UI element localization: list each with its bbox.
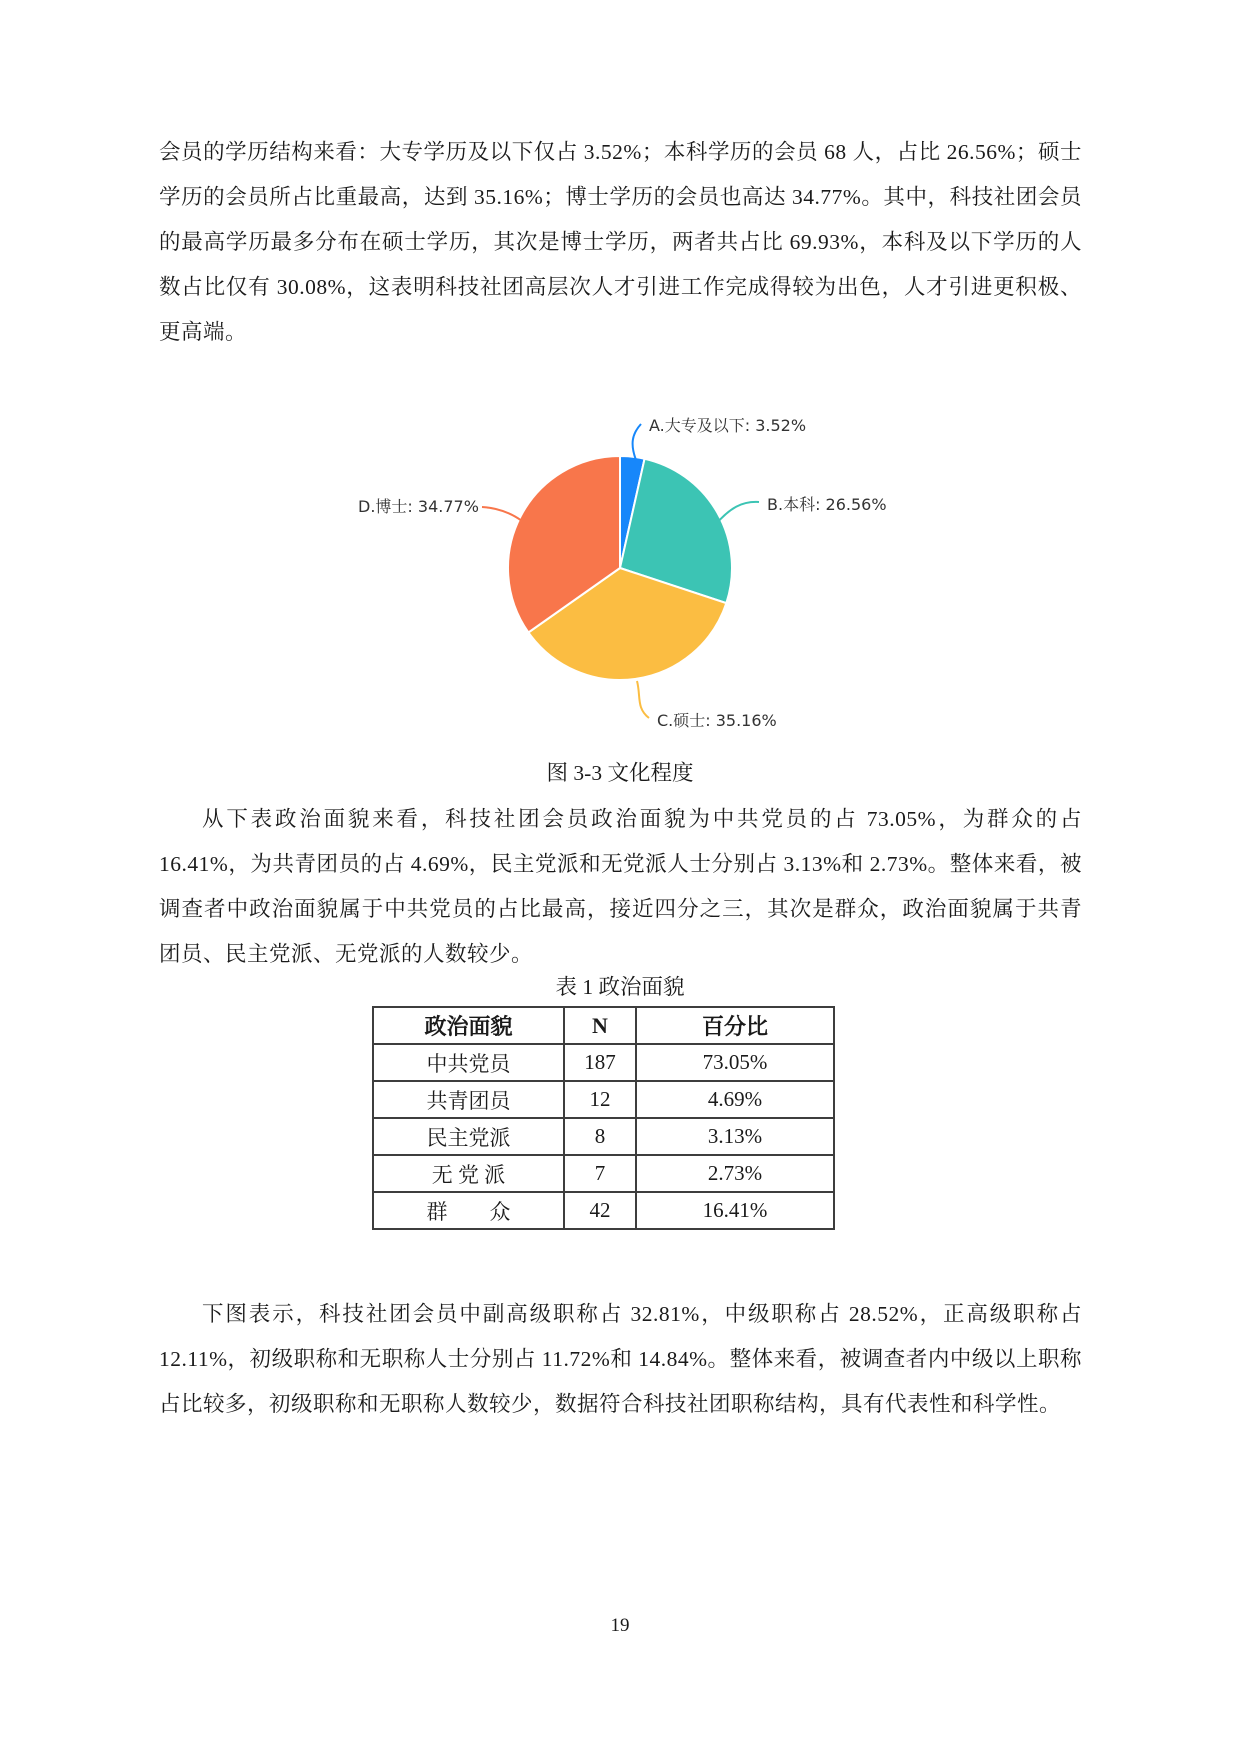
leader-line-c bbox=[637, 681, 649, 718]
table-row bbox=[373, 1155, 834, 1192]
table-header-political-status: 政治面貌 bbox=[373, 1007, 564, 1044]
paragraph-political-status: 从下表政治面貌来看，科技社团会员政治面貌为中共党员的占 73.05%，为群众的占 16.41%，为共青团员的占 4.69%，民主党派和无党派人士分别占 3.13%和 2.73%。整体来看，被调查者中政治面貌属于中共党员的占比最高，接近四分之三，其次是群众，政治面貌属于共青团员、民主党派、无党派的人数较少。 bbox=[159, 807, 1082, 966]
pie-label-shuoshi: C.硕士: 35.16% bbox=[657, 711, 777, 730]
table-cell: 共青团员 bbox=[373, 1081, 564, 1118]
table-caption: 表 1 政治面貌 bbox=[555, 975, 685, 999]
pie-label-benke: B.本科: 26.56% bbox=[767, 495, 887, 514]
table-cell: 中共党员 bbox=[373, 1044, 564, 1081]
table-row bbox=[373, 1044, 834, 1081]
pie-chart-education bbox=[340, 360, 900, 745]
table-cell: 73.05% bbox=[636, 1044, 834, 1081]
page-number: 19 bbox=[610, 1615, 630, 1636]
pie-label-boshi: D.博士: 34.77% bbox=[358, 497, 479, 516]
table-row bbox=[373, 1081, 834, 1118]
table-cell: 16.41% bbox=[636, 1192, 834, 1229]
table-header-row bbox=[373, 1007, 834, 1044]
paragraph-education-structure: 会员的学历结构来看：大专学历及以下仅占 3.52%；本科学历的会员 68 人，占比 26.56%；硕士学历的会员所占比重最高，达到 35.16%；博士学历的会员也高达 34.77%。其中，科技社团会员的最高学历最多分布在硕士学历，其次是博士学历，两者共占比 69.93%，本科及以下学历的人数占比仅有 30.08%，这表明科技社团高层次人才引进工作完成得较为出色，人才引进更积极、更高端。 bbox=[159, 140, 1082, 344]
table-cell: 12 bbox=[564, 1081, 636, 1118]
table-cell: 无 党 派 bbox=[373, 1155, 564, 1192]
table-header-percentage: 百分比 bbox=[636, 1007, 834, 1044]
table-header-n: N bbox=[564, 1007, 636, 1044]
table-cell: 民主党派 bbox=[373, 1118, 564, 1155]
table-row bbox=[373, 1118, 834, 1155]
leader-line-a bbox=[633, 424, 641, 460]
table-cell: 7 bbox=[564, 1155, 636, 1192]
table-cell: 群 众 bbox=[373, 1192, 564, 1229]
figure-caption: 图 3-3 文化程度 bbox=[546, 761, 694, 785]
pie-label-dazhuan: A.大专及以下: 3.52% bbox=[649, 416, 807, 435]
table-cell: 42 bbox=[564, 1192, 636, 1229]
leader-line-d bbox=[482, 507, 522, 521]
table-cell: 2.73% bbox=[636, 1155, 834, 1192]
table-cell: 187 bbox=[564, 1044, 636, 1081]
political-status-table bbox=[372, 1006, 835, 1230]
table-row bbox=[373, 1192, 834, 1229]
paragraph-professional-titles: 下图表示，科技社团会员中副高级职称占 32.81%，中级职称占 28.52%，正高级职称占 12.11%，初级职称和无职称人士分别占 11.72%和 14.84%。整体来看，被调查者内中级以上职称占比较多，初级职称和无职称人数较少，数据符合科技社团职称结构，具有代表性和科学性。 bbox=[159, 1302, 1082, 1416]
table-cell: 4.69% bbox=[636, 1081, 834, 1118]
pie-chart-svg bbox=[340, 360, 900, 745]
table-cell: 3.13% bbox=[636, 1118, 834, 1155]
table-cell: 8 bbox=[564, 1118, 636, 1155]
